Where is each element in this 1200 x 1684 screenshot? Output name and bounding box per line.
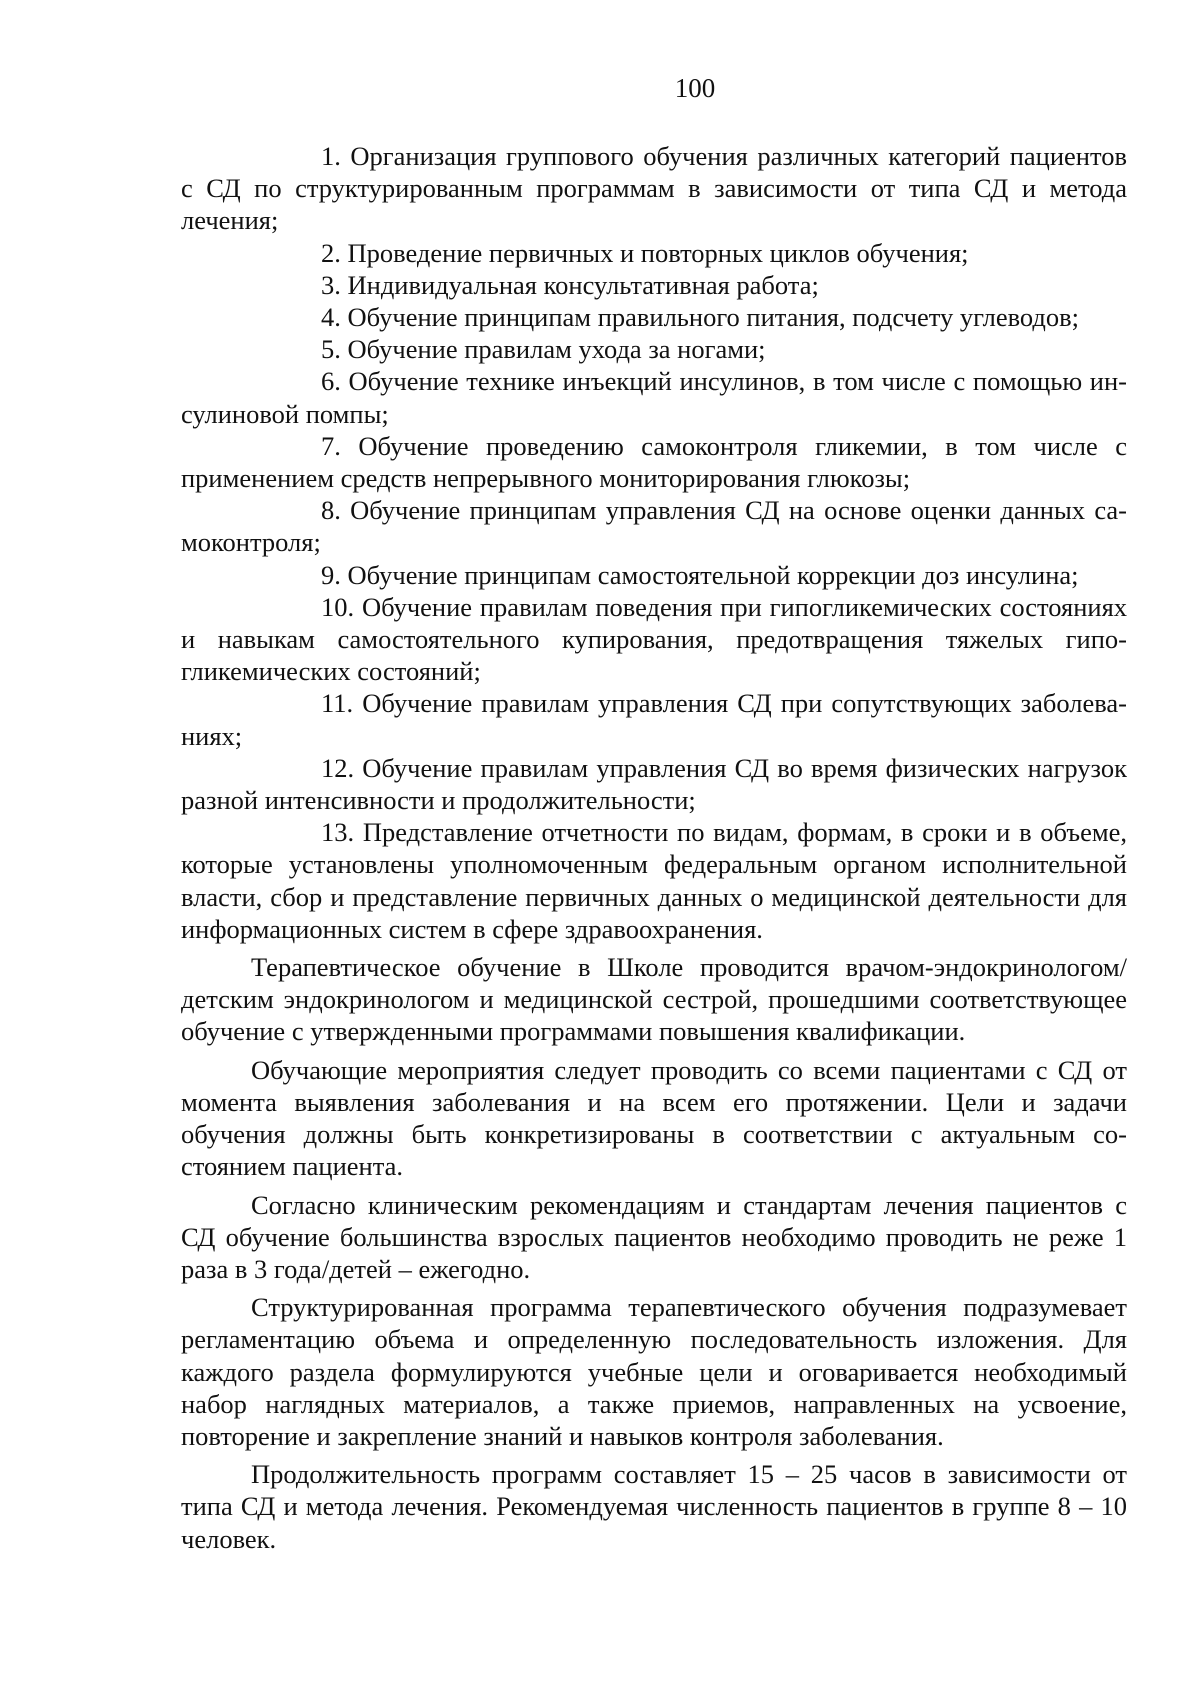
list-item-number: 5. (321, 334, 341, 365)
numbered-list (181, 140, 1127, 945)
list-item (181, 430, 1127, 494)
list-item-text: Индивидуальная консультативная работа; (347, 269, 819, 300)
list-item-text: Проведение первичных и повторных циклов обучения; (347, 237, 969, 268)
list-item-text: Обучение принципам управления СД на основе оценки данных самоконтроля; (181, 495, 1127, 558)
list-item-number: 9. (321, 559, 341, 590)
list-item-number: 12. (321, 752, 355, 783)
list-item-text: Представление отчетности по видам, формам, в сроки и в объеме, которые установлены уполномоченным федеральным органом исполнительной власти, сбор и представление первичных данных о медицинской деятельности для информационных систем в сфере здравоохранения. (181, 817, 1127, 944)
list-item (181, 237, 1127, 269)
list-item (181, 687, 1127, 751)
list-item (181, 752, 1127, 816)
list-item (181, 591, 1127, 688)
page-number: 100 (674, 73, 716, 103)
list-item-text: Обучение правилам управления СД во время физических нагрузок разной интенсивности и продолжительности; (181, 752, 1127, 816)
list-item (181, 816, 1127, 945)
list-item-number: 2. (321, 237, 341, 268)
list-item-number: 7. (321, 430, 341, 461)
list-item-text: Обучение правилам ухода за ногами; (347, 334, 766, 365)
list-item (181, 269, 1127, 301)
list-item-text: Обучение принципам самостоятельной коррекции доз инсулина; (347, 559, 1079, 590)
list-item (181, 494, 1127, 558)
list-item (181, 301, 1127, 333)
paragraph-program-duration: Продолжительность программ составляет 15 – 25 часов в зависимости от типа СД и метода лечения. Рекомендуемая численность пациентов в группе 8 – 10 человек. (181, 1459, 1127, 1554)
paragraph-training-staff: Терапевтическое обучение в Школе проводится врачом-эндокринологом/детским эндокринологом и медицинской сестрой, прошедшими соответствующее обучение с утвержденными программами повышения квалификации. (181, 952, 1127, 1047)
list-item (181, 333, 1127, 365)
list-item-text: Обучение проведению самоконтроля гликемии, в том числе с применением средств непрерывного мониторирования глюкозы; (181, 430, 1128, 494)
document-body (181, 140, 1127, 1555)
list-item-number: 3. (321, 269, 341, 300)
list-item (181, 140, 1127, 237)
list-item-text: Обучение технике инъекций инсулинов, в том числе с помощью инсулиновой помпы; (181, 366, 1127, 429)
list-item-text: Обучение правилам поведения при гипогликемических состояниях и навыкам самостоятельного купирования, предотвращения тяжелых гипогликемических состояний; (181, 591, 1128, 687)
list-item (181, 559, 1127, 591)
list-item-number: 6. (321, 366, 341, 397)
list-item-number: 13. (321, 817, 355, 848)
list-item-number: 8. (321, 495, 341, 526)
list-item (181, 365, 1127, 429)
paragraph-training-events: Обучающие мероприятия следует проводить со всеми пациентами с СД от момента выявления заболевания и на всем его протяжении. Цели и задачи обучения должны быть конкретизированы в соответствии с актуальным состоянием пациента. (181, 1054, 1127, 1182)
list-item-number: 1. (321, 141, 341, 171)
list-item-number: 11. (321, 688, 354, 719)
list-item-text: Организация группового обучения различных категорий пациентов с СД по структурированным программам в зависимости от типа СД и метода лечения; (181, 141, 1127, 236)
paragraph-training-frequency: Согласно клиническим рекомендациям и стандартам лечения пациентов с СД обучение большинства взрослых пациентов необходимо проводить не реже 1 раза в 3 года/детей – ежегодно. (181, 1189, 1127, 1284)
list-item-number: 10. (321, 591, 355, 622)
paragraph-structured-program: Структурированная программа терапевтического обучения подразумевает регламентацию объема и определенную последовательность изложения. Для каждого раздела формулируются учебные цели и оговаривается необходимый набор наглядных материалов, а также приемов, направленных на усвоение, повторение и закрепление знаний и навыков контроля заболевания. (181, 1292, 1127, 1451)
list-item-number: 4. (321, 302, 341, 333)
list-item-text: Обучение принципам правильного питания, подсчету углеводов; (347, 302, 1080, 333)
list-item-text: Обучение правилам управления СД при сопутствующих заболеваниях; (181, 688, 1127, 751)
